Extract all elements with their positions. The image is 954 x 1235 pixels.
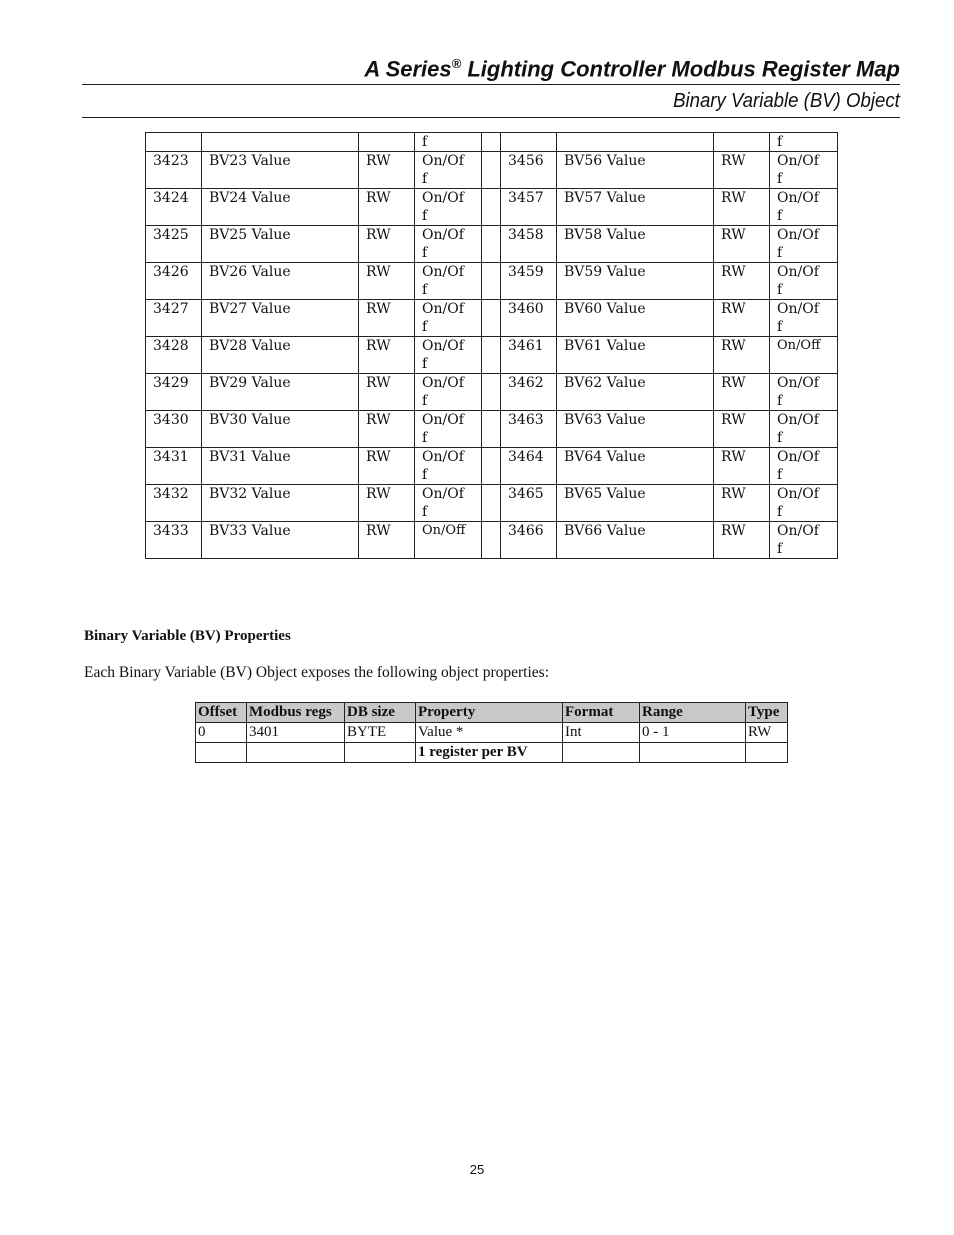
table-cell (563, 743, 640, 763)
table-cell: BV64 Value (557, 448, 714, 485)
table-cell: On/Of f (415, 263, 482, 300)
table-row (146, 448, 838, 485)
table-cell (359, 133, 415, 152)
table-cell: BV58 Value (557, 226, 714, 263)
table-cell (482, 337, 501, 374)
table-cell: BV30 Value (202, 411, 359, 448)
table-cell (640, 743, 746, 763)
table-cell: RW (359, 522, 415, 559)
table-row (146, 411, 838, 448)
table-cell (345, 743, 416, 763)
table-cell: 1 register per BV (416, 743, 563, 763)
table-cell (482, 263, 501, 300)
column-header: Range (640, 703, 746, 723)
table-cell: On/Of f (415, 300, 482, 337)
table-cell (714, 133, 770, 152)
table-cell: f (415, 133, 482, 152)
table-cell: RW (714, 226, 770, 263)
table-cell: RW (359, 411, 415, 448)
table-cell: On/Of f (415, 226, 482, 263)
table-cell (501, 133, 557, 152)
table-row (146, 133, 838, 152)
table-cell: RW (714, 263, 770, 300)
table-cell: On/Of f (415, 448, 482, 485)
table-row (146, 300, 838, 337)
table-cell: BYTE (345, 723, 416, 743)
table-cell: BV66 Value (557, 522, 714, 559)
table-cell: RW (359, 485, 415, 522)
table-cell (482, 485, 501, 522)
column-header: Modbus regs (247, 703, 345, 723)
table-cell (482, 448, 501, 485)
column-header: Type (746, 703, 788, 723)
table-cell: 3461 (501, 337, 557, 374)
table-cell: RW (714, 448, 770, 485)
table-cell: RW (714, 411, 770, 448)
table-cell (482, 189, 501, 226)
table-cell (196, 743, 247, 763)
table-cell: On/Of f (770, 300, 838, 337)
table-cell: BV32 Value (202, 485, 359, 522)
table-row (146, 522, 838, 559)
table-row (146, 226, 838, 263)
table-cell: 3466 (501, 522, 557, 559)
table-row (146, 152, 838, 189)
table-cell: 3427 (146, 300, 202, 337)
table-cell (202, 133, 359, 152)
table-cell: 3433 (146, 522, 202, 559)
table-cell: 3462 (501, 374, 557, 411)
table-cell: Int (563, 723, 640, 743)
table-cell: On/Of f (770, 522, 838, 559)
register-table (145, 132, 838, 559)
table-cell (482, 152, 501, 189)
table-row (146, 337, 838, 374)
column-header: Offset (196, 703, 247, 723)
table-cell: On/Of f (415, 374, 482, 411)
table-cell: BV62 Value (557, 374, 714, 411)
table-cell: BV31 Value (202, 448, 359, 485)
table-cell: BV59 Value (557, 263, 714, 300)
table-row (196, 723, 788, 743)
table-cell: 3429 (146, 374, 202, 411)
table-cell: On/Of f (770, 226, 838, 263)
table-cell: 3426 (146, 263, 202, 300)
table-cell: 3425 (146, 226, 202, 263)
table-cell: BV26 Value (202, 263, 359, 300)
table-row (196, 743, 788, 763)
table-cell: On/Of f (415, 337, 482, 374)
table-cell: f (770, 133, 838, 152)
table-cell (482, 522, 501, 559)
table-cell: BV61 Value (557, 337, 714, 374)
table-cell (482, 300, 501, 337)
table-cell: On/Of f (770, 485, 838, 522)
table-cell: 3424 (146, 189, 202, 226)
table-cell: 3457 (501, 189, 557, 226)
document-subtitle: Binary Variable (BV) Object (673, 90, 900, 112)
table-cell: On/Of f (770, 263, 838, 300)
table-cell: 3432 (146, 485, 202, 522)
table-cell: RW (714, 152, 770, 189)
table-cell: Value * (416, 723, 563, 743)
table-cell: On/Of f (415, 411, 482, 448)
table-cell: 3423 (146, 152, 202, 189)
table-cell: BV65 Value (557, 485, 714, 522)
title-rest: Lighting Controller Modbus Register Map (461, 56, 900, 82)
table-cell: On/Off (415, 522, 482, 559)
table-cell: On/Of f (770, 374, 838, 411)
table-cell: RW (714, 300, 770, 337)
table-cell (482, 133, 501, 152)
table-cell: RW (746, 723, 788, 743)
table-cell: BV56 Value (557, 152, 714, 189)
table-cell: BV29 Value (202, 374, 359, 411)
table-row (146, 263, 838, 300)
table-cell: BV24 Value (202, 189, 359, 226)
registered-mark: ® (451, 56, 462, 71)
table-cell: RW (359, 337, 415, 374)
section-intro: Each Binary Variable (BV) Object exposes the following object properties: (84, 664, 550, 681)
table-cell: 3456 (501, 152, 557, 189)
table-cell: On/Off (770, 337, 838, 374)
table-cell: On/Of f (415, 152, 482, 189)
table-cell: RW (359, 189, 415, 226)
table-cell: 3465 (501, 485, 557, 522)
table-cell (482, 226, 501, 263)
table-cell: 3463 (501, 411, 557, 448)
table-cell: On/Of f (415, 189, 482, 226)
table-cell: RW (714, 522, 770, 559)
section-heading: Binary Variable (BV) Properties (84, 628, 291, 644)
table-cell: RW (359, 226, 415, 263)
table-cell: BV63 Value (557, 411, 714, 448)
table-cell: RW (714, 189, 770, 226)
table-cell: 3460 (501, 300, 557, 337)
table-cell: BV25 Value (202, 226, 359, 263)
header-rule-bottom (82, 117, 900, 118)
table-cell (482, 374, 501, 411)
properties-table (195, 702, 788, 763)
column-header: Property (416, 703, 563, 723)
table-cell: 3464 (501, 448, 557, 485)
table-cell: 3431 (146, 448, 202, 485)
table-cell: RW (359, 152, 415, 189)
table-cell: RW (714, 485, 770, 522)
table-cell: On/Of f (770, 448, 838, 485)
header-rule-top (82, 84, 900, 85)
column-header: DB size (345, 703, 416, 723)
table-cell (247, 743, 345, 763)
table-cell: On/Of f (770, 152, 838, 189)
table-cell: BV23 Value (202, 152, 359, 189)
table-cell: RW (359, 300, 415, 337)
table-cell: RW (359, 374, 415, 411)
column-header: Format (563, 703, 640, 723)
table-cell: On/Of f (770, 411, 838, 448)
table-cell: 0 - 1 (640, 723, 746, 743)
table-cell: RW (359, 448, 415, 485)
table-cell: BV57 Value (557, 189, 714, 226)
table-cell: 3401 (247, 723, 345, 743)
table-row (146, 485, 838, 522)
table-cell: 3458 (501, 226, 557, 263)
table-cell: BV33 Value (202, 522, 359, 559)
table-cell: On/Of f (770, 189, 838, 226)
table-cell: On/Of f (415, 485, 482, 522)
page-number: 25 (469, 1162, 485, 1177)
table-cell: 3459 (501, 263, 557, 300)
table-cell: BV60 Value (557, 300, 714, 337)
table-cell: RW (714, 337, 770, 374)
table-cell: BV28 Value (202, 337, 359, 374)
table-cell (146, 133, 202, 152)
table-cell (557, 133, 714, 152)
table-row (146, 374, 838, 411)
table-cell: 3428 (146, 337, 202, 374)
table-cell: 0 (196, 723, 247, 743)
table-cell: RW (359, 263, 415, 300)
table-cell (482, 411, 501, 448)
title-main: A Series (364, 56, 452, 82)
table-cell: BV27 Value (202, 300, 359, 337)
table-cell (746, 743, 788, 763)
table-cell: 3430 (146, 411, 202, 448)
document-title (364, 56, 900, 82)
table-row (146, 189, 838, 226)
table-cell: RW (714, 374, 770, 411)
